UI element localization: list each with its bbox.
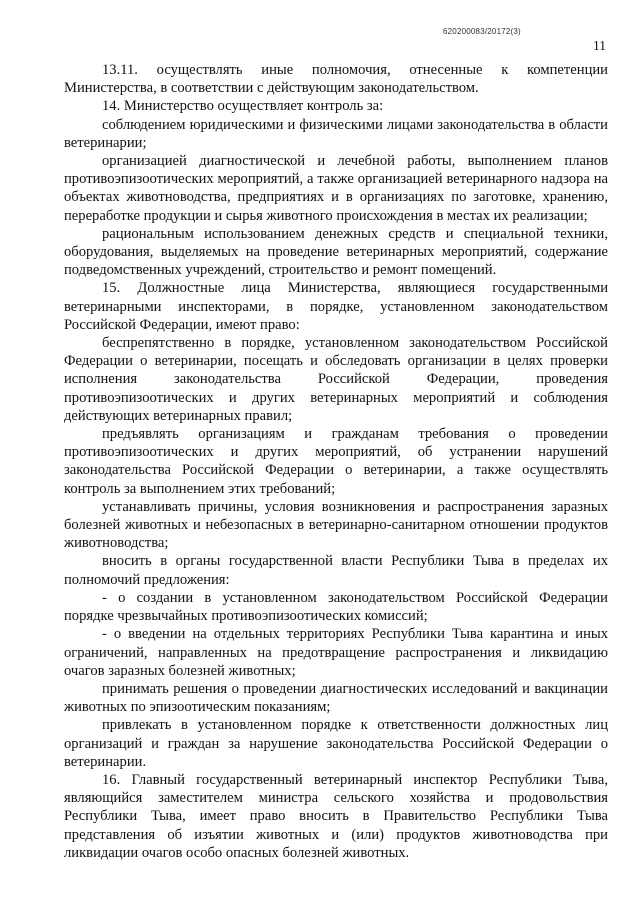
paragraph-16: 16. Главный государственный ветеринарный инспектор Республики Тыва, являющийся заместителем министра сельского хозяйства и продовольствия Республики Тыва, имеет право вносить в Правительство Республики Тыва представления об изъятии животных и (или) продуктов животноводства при ликвидации очагов особо опасных болезней животных. [64,771,608,861]
paragraph-control-item: организацией диагностической и лечебной работы, выполнением планов противоэпизоотических мероприятий, а также организацией ветеринарного надзора на объектах животноводства, предприятиях и в организациях по заготовке, хранению, переработке продукции и сырья животного происхождения в местах их реализации; [64,153,608,224]
paragraph-14: 14. Министерство осуществляет контроль за: [102,98,384,115]
paragraph-right-item: предъявлять организациям и гражданам требования о проведении противоэпизоотических и других мероприятий, об устранении нарушений законодательства Российской Федерации о ветеринарии, а также осуществлять контроль за выполнением этих требований; [64,426,608,497]
paragraph-right-item: вносить в органы государственной власти Республики Тыва в пределах их полномочий предложения: [64,553,608,588]
paragraph-control-item: рациональным использованием денежных средств и специальной техники, оборудования, выделяемых на проведение ветеринарных мероприятий, содержание подведомственных учреждений, строительство и ремонт помещений. [64,225,608,279]
paragraph-right-item: беспрепятственно в порядке, установленном законодательством Российской Федерации о ветеринарии, посещать и обследовать организации в целях проверки исполнения законодательства Российской Федерации, проведения противоэпизоотических и других ветеринарных мероприятий и соблюдения действующих ветеринарных правил; [64,335,608,424]
paragraph-control-item: соблюдением юридическими и физическими лицами законодательства в области ветеринарии; [64,116,608,151]
paragraph-proposal-item: - о создании в установленном законодательством Российской Федерации порядке чрезвычайных противоэпизоотических комиссий; [64,589,608,625]
paragraph-right-item: устанавливать причины, условия возникновения и распространения заразных болезней животных и небезопасных в ветеринарно-санитарном отношении продуктов животноводства; [64,498,608,552]
paragraph-right-item: принимать решения о проведении диагностических исследований и вакцинации животных по эпизоотическим показаниям; [64,680,608,716]
document-id: 620200083/20172(3) [443,27,521,36]
paragraph-proposal-item: - о введении на отдельных территориях Республики Тыва карантина и иных ограничений, направленных на предотвращение распространения и ликвидацию очагов заразных болезней животных; [64,626,608,679]
document-body [64,61,608,862]
paragraph-right-item: привлекать в установленном порядке к ответственности должностных лиц организаций и граждан за нарушение законодательства Российской Федерации о ветеринарии. [64,717,608,770]
paragraph-13-11: 13.11. осуществлять иные полномочия, отнесенные к компетенции Министерства, в соответствии с действующим законодательством. [64,62,608,97]
page-number: 11 [593,38,606,53]
paragraph-15: 15. Должностные лица Министерства, являющиеся государственными ветеринарными инспекторами, в порядке, установленном законодательством Российской Федерации, имеют право: [64,280,608,333]
